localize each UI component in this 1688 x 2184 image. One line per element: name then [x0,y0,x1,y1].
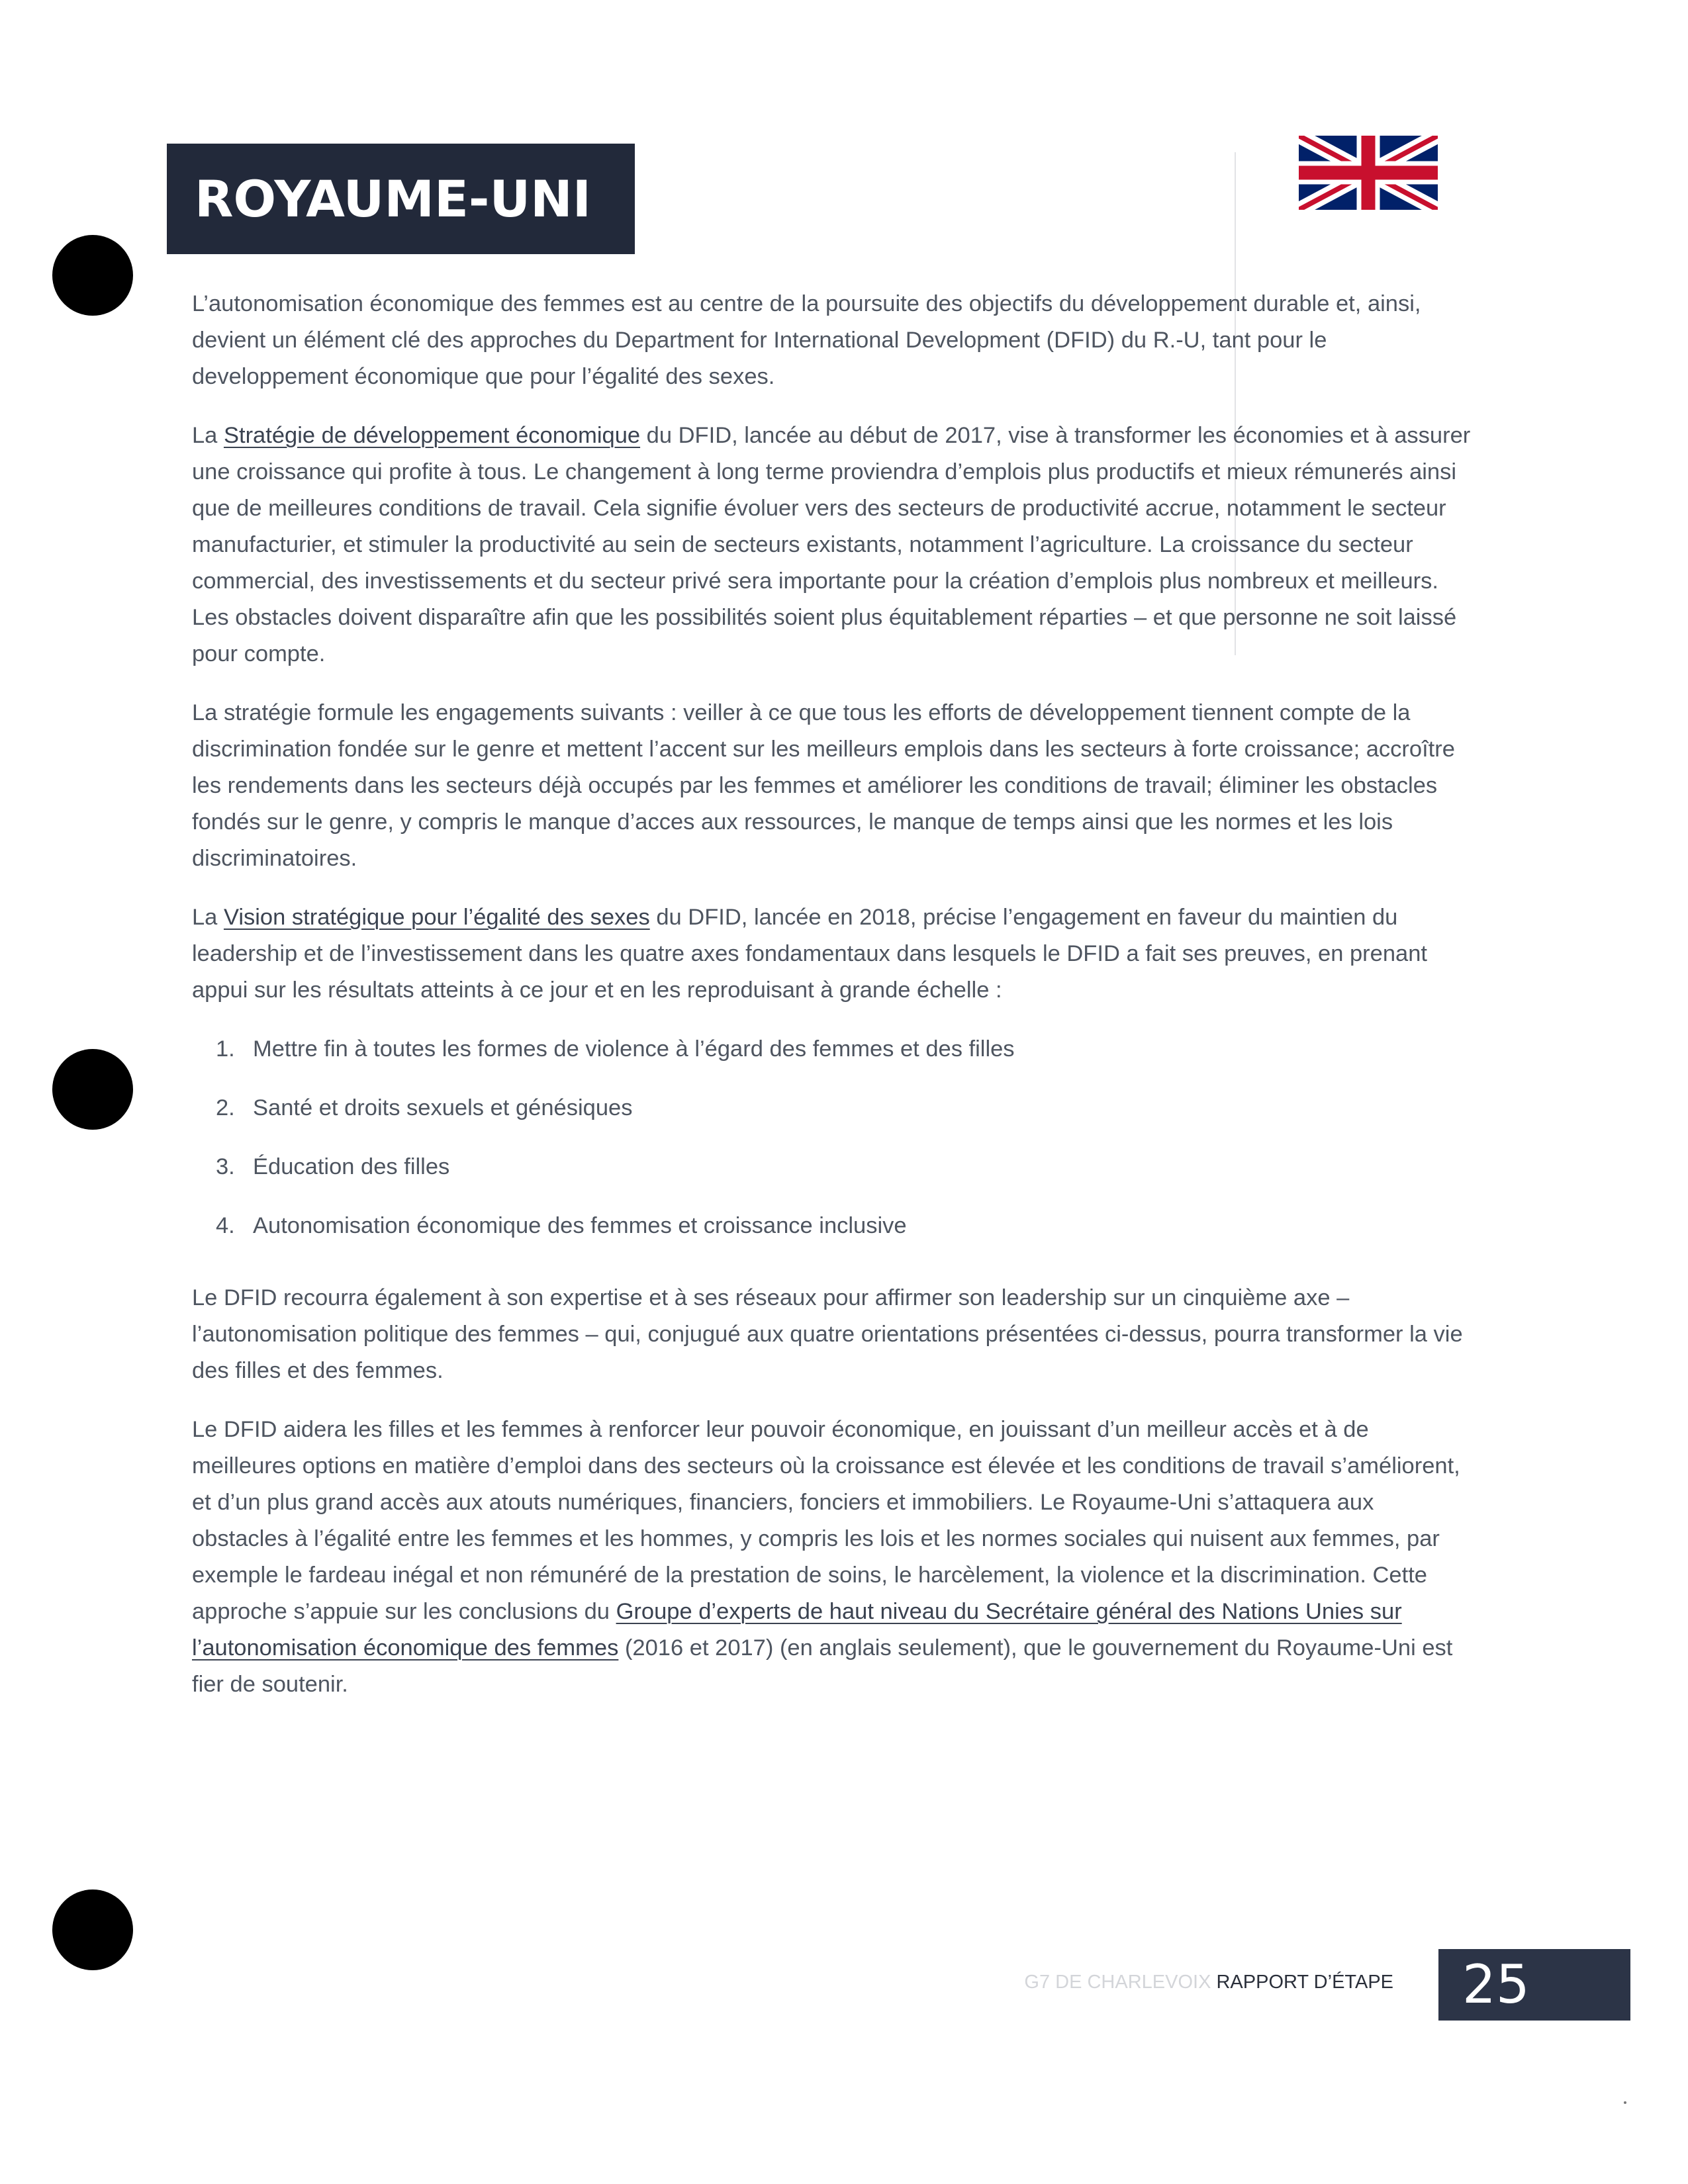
list-item-number: 2. [216,1095,235,1120]
scan-speck [1624,2101,1626,2104]
list-item-text: Autonomisation économique des femmes et croissance inclusive [253,1213,907,1238]
list-item-number: 1. [216,1036,235,1062]
paragraph-commitments: La stratégie formule les engagements suivants : veiller à ce que tous les efforts de développement tiennent compte de la discrimination fondée sur le genre et mettent l’accent sur les meilleurs emplois dans les secteurs à forte croissance; accroître les rendements dans les secteurs déjà occupés par les femmes et améliorer les conditions de travail; éliminer les obstacles fondés sur le genre, y compris le manque d’acces aux ressources, le manque de temps ainsi que les normes et les lois discriminatoires. [192,700,1455,871]
page-number-box [1438,1949,1630,2021]
list-item-number: 3. [216,1154,235,1179]
paragraph-text: du DFID, lancée en 2018, précise l’engagement en faveur du maintien du leadership et de l’investissement dans les quatre axes fondamentaux dans lesquels le DFID a fait ses preuves, en prenant appui sur les résultats atteints à ce jour et en les reproduisant à grande échelle : [192,905,1427,1003]
paragraph-vision [192,899,1476,1009]
main-content [192,286,1476,1725]
paragraph-intro: L’autonomisation économique des femmes est au centre de la poursuite des objectifs du développement durable et, ainsi, devient un élément clé des approches du Department for International Development (DFID) du R.-U, tant pour le developpement économique que pour l’égalité des sexes. [192,291,1421,389]
paragraph-economic-power [192,1412,1476,1703]
footer-report-label: RAPPORT D’ÉTAPE [1216,1972,1393,1993]
title-banner [167,144,635,254]
paragraph-text: (2016 et 2017) (en anglais seulement), que le gouvernement du Royaume-Uni est fier de soutenir. [192,1635,1453,1697]
list-item-number: 4. [216,1213,235,1238]
paragraph-text: du DFID, lancée au début de 2017, vise à transformer les économies et à assurer une croissance qui profite à tous. Le changement à long terme proviendra d’emplois plus productifs et mieux rémunerés ainsi que de meilleures conditions de travail. Cela signifie évoluer vers des secteurs de productivité accrue, notamment le secteur manufacturier, et stimuler la productivité au sein de secteurs existants, notamment l’agriculture. La croissance du secteur commercial, des investissements et du secteur privé sera importante pour la création d’emplois plus nombreux et meilleurs. Les obstacles doivent disparaître afin que les possibilités soient plus équitablement réparties – et que personne ne soit laissé pour compte. [192,423,1471,666]
link-economic-development-strategy[interactable]: Stratégie de développement économique [223,423,641,448]
paragraph-text: La [192,423,224,448]
page-number: 25 [1462,1954,1530,2015]
punch-hole-middle [52,1049,133,1130]
punch-hole-top [52,235,133,316]
list-item [192,1149,1476,1185]
paragraph-strategy [192,418,1476,672]
footer-label [1024,1969,1393,1995]
paragraph-text: Le DFID aidera les filles et les femmes à renforcer leur pouvoir économique, en jouissant d’un meilleur accès et à de meilleures options en matière d’emploi dans des secteurs où la croissance est élevée et les conditions de travail s’améliorent, et d’un plus grand accès aux atouts numériques, financiers, fonciers et immobiliers. Le Royaume-Uni s’attaquera aux obstacles à l’égalité entre les femmes et les hommes, y compris les lois et les normes sociales qui nuisent aux femmes, par exemple le fardeau inégal et non rémunéré de la prestation de soins, le harcèlement, la violence et la discrimination. Cette approche s’appuie sur les conclusions du [192,1417,1460,1624]
priority-list [192,1031,1476,1244]
list-item [192,1090,1476,1126]
page-title: ROYAUME-UNI [195,169,592,228]
link-gender-equality-vision[interactable]: Vision stratégique pour l’égalité des sexes [223,905,650,930]
list-item [192,1208,1476,1244]
list-item-text: Santé et droits sexuels et génésiques [253,1095,633,1120]
list-item-text: Éducation des filles [253,1154,450,1179]
paragraph-text: La [192,905,224,930]
paragraph-fifth-axis: Le DFID recourra également à son expertise et à ses réseaux pour affirmer son leadership sur un cinquième axe – l’autonomisation politique des femmes – qui, conjugué aux quatre orientations présentées ci-dessus, pourra transformer la vie des filles et des femmes. [192,1285,1463,1383]
footer-faint-text: G7 DE CHARLEVOIX [1024,1972,1211,1993]
list-item-text: Mettre fin à toutes les formes de violence à l’égard des femmes et des filles [253,1036,1015,1062]
union-jack-flag-icon [1299,136,1438,210]
list-item [192,1031,1476,1068]
link-un-high-level-panel[interactable]: Groupe d’experts de haut niveau du Secrétaire général des Nations Unies sur l’autonomisation économique des femmes [192,1599,1402,1661]
punch-hole-bottom [52,1889,133,1970]
